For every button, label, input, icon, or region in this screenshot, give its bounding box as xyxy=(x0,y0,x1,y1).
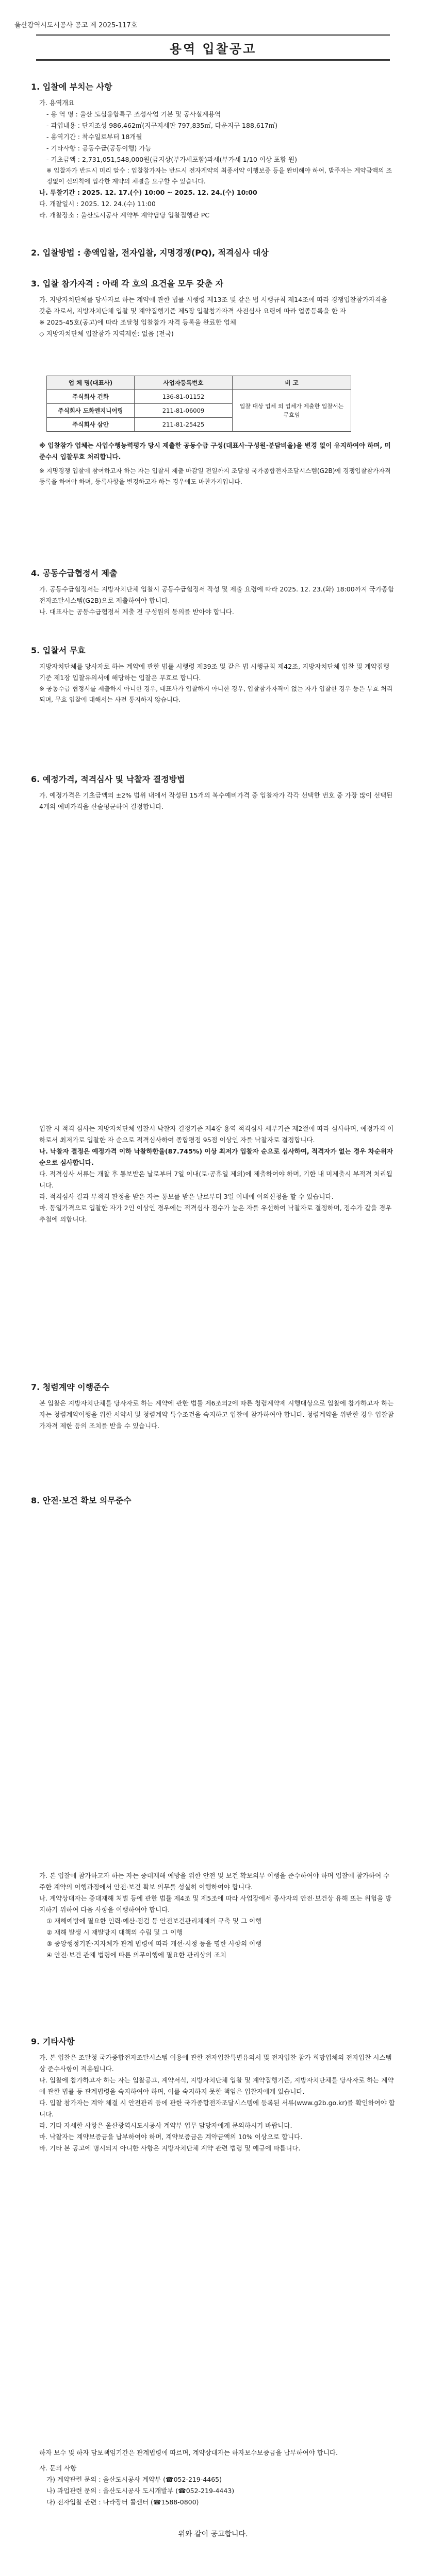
s8b-e: ③ 중앙행정기관·지자체가 관계 법령에 따라 개선·시정 등을 명한 사항의 이행 xyxy=(46,1940,262,1947)
s9b-c: 가) 계약관련 문의 : 울산도시공사 계약부 (☎052-219-4465) xyxy=(46,2476,222,2483)
s6b-b: 나. 낙찰자 결정은 예정가격 이하 낙찰하한율(87.745%) 이상 최저가 입찰자 순으로 심사하여, 적격자가 없는 경우 차순위자 순으로 심사합니다. xyxy=(39,1147,393,1166)
th-note: 비 고 xyxy=(233,376,351,390)
s9b-d: 나) 과업관련 문의 : 울산도시공사 도시개발부 (☎052-219-4443) xyxy=(46,2487,235,2495)
s5-b: ※ 공동수급 협정서를 제출하지 아니한 경우, 대표사가 입찰하지 아니한 경우, 입찰참가자격이 없는 자가 입찰한 경우 등은 무효 처리되며, 무효 입찰에 대해서는 사전 통지하지 않습니다. xyxy=(39,685,393,703)
s4-a: 가. 공동수급협정서는 지방자치단체 입찰시 공동수급협정서 작성 및 제출 요령에 따라 2025. 12. 23.(화) 18:00까지 국가종합전자조달시스템(G2B)으로 제출하여야 합니다. xyxy=(39,585,395,604)
section-8-title: 8. 안전·보건 확보 의무준수 xyxy=(31,1496,132,1505)
table-header-row xyxy=(47,376,351,390)
s1-a: 가. 용역개요 xyxy=(39,99,75,107)
section-3-title: 3. 입찰 참가자격 : 아래 각 호의 요건을 모두 갖춘 자 xyxy=(31,279,223,289)
s8b-d: ② 재해 발생 시 재발방지 대책의 수립 및 그 이행 xyxy=(46,1928,183,1936)
s9b-a: 하자 보수 및 하자 담보책임기간은 관계법령에 따르며, 계약상대자는 하자보수보증금을 납부하여야 합니다. xyxy=(39,2449,338,2456)
s9b-b: 사. 문의 사항 xyxy=(39,2464,77,2472)
s3-b: ※ 2025-45호(공고)에 따라 조달청 입찰참가 자격 등록을 완료한 업체 xyxy=(39,318,236,326)
page-title: 용역 입찰공고 xyxy=(169,41,257,56)
th-company: 업 체 명(대표사) xyxy=(47,376,135,390)
s1-b: 나. 투찰기간 : 2025. 12. 17.(수) 10:00 ~ 2025. 12. 24.(수) 10:00 xyxy=(39,189,257,196)
s1-a4: - 기타사항 : 공동수급(공동이행) 가능 xyxy=(46,144,152,152)
section-1-title: 1. 입찰에 부치는 사항 xyxy=(31,82,112,92)
s6-a: 가. 예정가격은 기초금액의 ±2% 범위 내에서 작성된 15개의 복수예비가격 중 입찰자가 각각 선택한 번호 중 가장 많이 선택된 4개의 예비가격을 산술평균하여 결정합니다. xyxy=(39,791,393,810)
cell-regno: 211-81-25425 xyxy=(135,418,233,432)
s9b-f: 위와 같이 공고합니다. xyxy=(178,2530,248,2538)
s3-a: 가. 지방자치단체를 당사자로 하는 계약에 관한 법률 시행령 제13조 및 같은 법 시행규칙 제14조에 따라 경쟁입찰참가자격을 갖춘 자로서, 지방자치단체 입찰 및 계약집행기준 제5장 입찰참가자격 사전심사 요령에 따라 업종등록을 한 자 xyxy=(39,296,387,315)
s8b-b: 나. 계약상대자는 중대재해 처벌 등에 관한 법률 제4조 및 제5조에 따라 사업장에서 종사자의 안전·보건상 유해 또는 위험을 방지하기 위하여 다음 사항을 이행하여야 합니다. xyxy=(39,1894,392,1913)
s4-b: 나. 대표사는 공동수급협정서 제출 전 구성원의 동의를 받아야 합니다. xyxy=(39,608,234,616)
section-4-title: 4. 공동수급협정서 제출 xyxy=(31,568,118,578)
s3-e: ※ 지명경쟁 입찰에 참여하고자 하는 자는 입찰서 제출 마감일 전일까지 조달청 국가종합전자조달시스템(G2B)에 경쟁입찰참가자격 등록을 하여야 하며, 등록사항을 변경하고자 하는 경우에도 마찬가지입니다. xyxy=(39,467,391,485)
section-6-cont xyxy=(31,1123,395,1225)
table-row xyxy=(47,390,351,404)
s9-a: 가. 본 입찰은 조달청 국가종합전자조달시스템 이용에 관한 전자입찰특별유의서 및 전자입찰 참가 희망업체의 전자입찰 시스템상 준수사항이 적용됩니다. xyxy=(39,2054,392,2073)
section-6-title: 6. 예정가격, 적격심사 및 낙찰자 결정방법 xyxy=(31,774,185,784)
cell-company: 주식회사 삼안 xyxy=(47,418,135,432)
s1-a1: - 용 역 명 : 울산 도심융합특구 조성사업 기본 및 공사실계용역 xyxy=(46,110,221,118)
s9-e: 마. 낙찰자는 계약보증금을 납부하여야 하며, 계약보증금은 계약금액의 10% 이상으로 합니다. xyxy=(39,2133,303,2141)
notice-number: 울산광역시도시공사 공고 제 2025-117호 xyxy=(14,22,138,29)
s8b-f: ④ 안전·보건 관계 법령에 따른 의무이행에 필요한 관리상의 조치 xyxy=(46,1951,226,1959)
s1-a5: - 기초금액 : 2,731,051,548,000원(금지상(부가세포함)과세(부가세 1/10 이상 포함 원) xyxy=(46,156,297,163)
s5-a: 지방자치단체를 당사자로 하는 계약에 관한 법률 시행령 제39조 및 같은 법 시행규칙 제42조, 지방자치단체 입찰 및 계약집행기준 제1장 입찰유의서에 해당하는 입찰은 무효로 합니다. xyxy=(39,663,389,682)
title-box xyxy=(36,34,390,61)
s1-a3: - 용역기간 : 착수일로부터 18개월 xyxy=(46,133,142,141)
s9-b: 나. 입찰에 참가하고자 하는 자는 입찰공고, 계약서식, 지방자치단체 입찰 및 계약집행기준, 지방자치단체를 당사자로 하는 계약에 관한 법률 등 관계법령을 숙지하여야 하며, 이를 숙지하지 못한 책임은 입찰자에게 있습니다. xyxy=(39,2076,394,2095)
bidder-table-wrap xyxy=(46,376,395,432)
section-4 xyxy=(31,567,395,618)
s1-a2: - 과업내용 : 단지조성 986,462㎡(지구지세판 797,835㎡, 다운지구 188,617㎡) xyxy=(46,122,278,129)
section-3 xyxy=(31,277,395,487)
s9b-e: 다) 전자입찰 관련 : 나라장터 콜센터 (☎1588-0800) xyxy=(46,2498,199,2506)
s9-c: 다. 입찰 참가자는 계약 체결 시 안전관리 등에 관한 국가종합전자조달시스템에 등록된 서류(www.g2b.go.kr)를 확인하여야 합니다. xyxy=(39,2099,395,2118)
section-2-title: 2. 입찰방법 : 총액입찰, 전자입찰, 지명경쟁(PQ), 적격심사 대상 xyxy=(31,248,269,258)
s6b-d: 라. 적격심사 결과 부적격 판정을 받은 자는 통보를 받은 날로부터 3일 이내에 이의신청을 할 수 있습니다. xyxy=(39,1193,334,1200)
cell-regno: 136-81-01152 xyxy=(135,390,233,404)
s3-d: ※ 입찰참가 업체는 사업수행능력평가 당시 제출한 공동수급 구성(대표사·구성원·분담비율)을 변경 없이 유지하여야 하며, 미준수시 입찰무효 처리합니다. xyxy=(39,442,391,461)
section-5-title: 5. 입찰서 무효 xyxy=(31,646,86,655)
section-5 xyxy=(31,644,395,705)
s8b-a: 가. 본 입찰에 참가하고자 하는 자는 중대재해 예방을 위한 안전 및 보건 확보의무 이행을 준수하여야 하며 입찰에 참가하여 수주한 계약의 이행과정에서 안전·보건 확보 의무를 성실히 이행하여야 합니다. xyxy=(39,1872,390,1891)
s9-f: 바. 기타 본 공고에 명시되지 아니한 사항은 지방자치단체 계약 관련 법령 및 예규에 따릅니다. xyxy=(39,2144,301,2152)
section-7-title: 7. 청렴계약 이행준수 xyxy=(31,1382,109,1392)
cell-note: 입찰 대상 업체 외 업체가 제출한 입찰서는 무효임 xyxy=(233,390,351,432)
s6b-c: 다. 적격심사 서류는 개찰 후 통보받은 날로부터 7일 이내(토·공휴일 제외)에 제출하여야 하며, 기한 내 미제출시 부적격 처리됩니다. xyxy=(39,1170,392,1189)
s9-d: 라. 기타 자세한 사항은 울산광역시도시공사 계약부 업무 담당자에게 문의하시기 바랍니다. xyxy=(39,2122,292,2129)
s6b-a: 입찰 시 적격 심사는 지방자치단체 입찰시 낙찰자 결정기준 제4장 용역 적격심사 세부기준 제2절에 따라 심사하며, 예정가격 이하로서 최저가로 입찰한 자 순으로 적격심사하여 종합평점 95점 이상인 자를 낙찰자로 결정합니다. xyxy=(39,1125,394,1144)
s1-c: 다. 개찰일시 : 2025. 12. 24.(수) 11:00 xyxy=(39,200,156,208)
cell-company: 주식회사 건화 xyxy=(47,390,135,404)
section-8-cont xyxy=(31,1870,395,1961)
section-1 xyxy=(31,80,395,221)
section-9-cont xyxy=(31,2447,395,2540)
bidder-table xyxy=(46,376,351,432)
cell-regno: 211-81-06009 xyxy=(135,404,233,418)
section-9-title: 9. 기타사항 xyxy=(31,2037,75,2046)
s6b-e: 마. 동일가격으로 입찰한 자가 2인 이상인 경우에는 적격심사 점수가 높은 자를 우선하여 낙찰자로 결정하며, 점수가 같을 경우 추첨에 의합니다. xyxy=(39,1204,392,1223)
s1-a6: ※ 입찰자가 반드시 미리 알수 : 입찰참가자는 반드시 전자계약의 최종서약 이행보증 등을 완비해야 하여, 발주자는 계약금액의 조정없이 신의칙에 입각한 계약의 체결을 요구할 수 있습니다. xyxy=(46,167,392,185)
section-2 xyxy=(31,246,395,263)
section-8 xyxy=(31,1494,395,1511)
s3-c: ◇ 지방자치단체 입찰참가 지역제한: 없음 (전국) xyxy=(39,330,174,337)
cell-company: 주식회사 도화엔지니어링 xyxy=(47,404,135,418)
s8b-c: ① 재해예방에 필요한 인력·예산·점검 등 안전보건관리체계의 구축 및 그 이행 xyxy=(46,1917,262,1925)
s7-a: 본 입찰은 지방자치단체를 당사자로 하는 계약에 관한 법률 제6조의2에 따른 청렴계약제 시행대상으로 입찰에 참가하고자 하는 자는 청렴계약이행을 위한 서약서 및 청렴계약 특수조건을 숙지하고 입찰에 참가하여야 합니다. 청렴계약을 위반한 경우 입찰참가자격 제한 등의 조치를 받을 수 있습니다. xyxy=(39,1399,394,1430)
th-regno: 사업자등록번호 xyxy=(135,376,233,390)
section-6 xyxy=(31,773,395,812)
section-9 xyxy=(31,2035,395,2154)
section-7 xyxy=(31,1381,395,1432)
s1-d: 라. 개찰장소 : 울산도시공사 계약부 계약담당 입찰집행관 PC xyxy=(39,211,209,219)
